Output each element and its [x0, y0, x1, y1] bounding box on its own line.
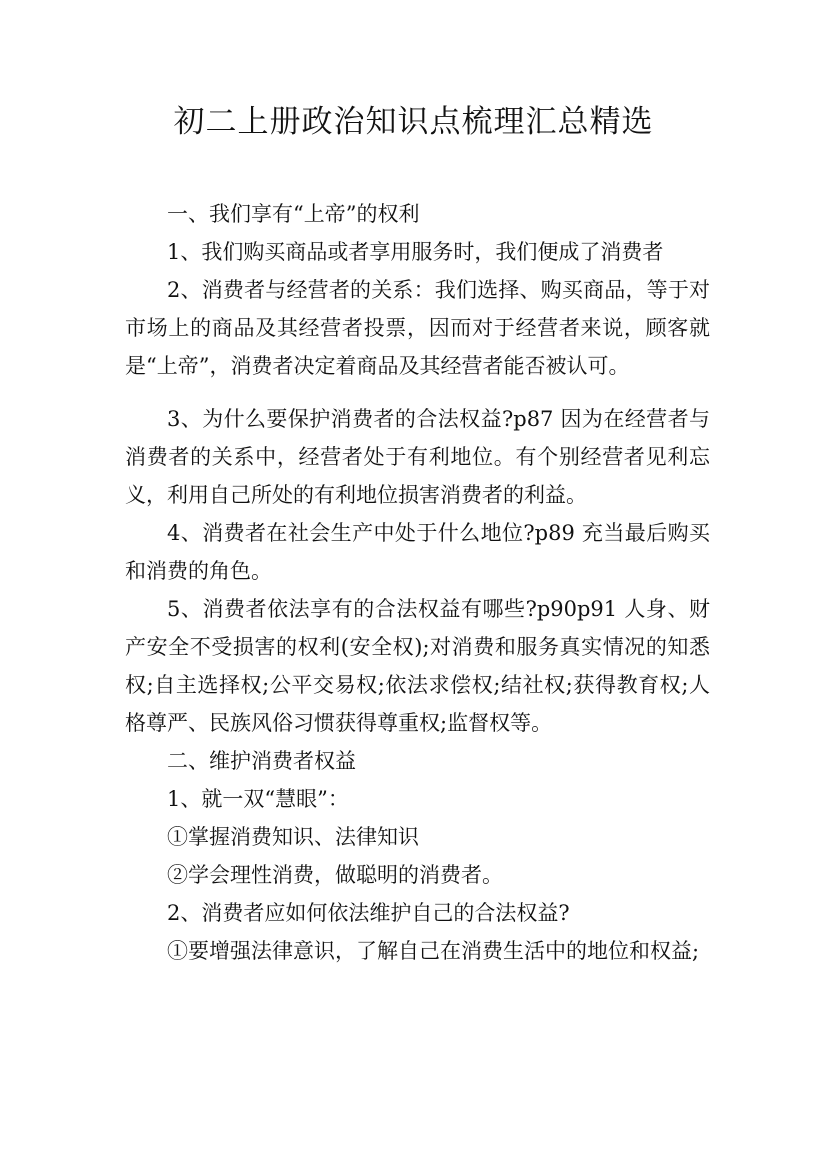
document-title: 初二上册政治知识点梳理汇总精选 — [173, 104, 654, 140]
paragraph-1-5: 5、消费者依法享有的合法权益有哪些?p90p91 人身、财产安全不受损害的权利(安全权);对消费和服务真实情况的知悉权;自主选择权;公平交易权;依法求偿权;结社权;获得教育权;人格尊严、民族风俗习惯获得尊重权;监督权等。 — [125, 597, 710, 735]
paragraph-2-1-b: ②学会理性消费，做聪明的消费者。 — [167, 863, 503, 887]
paragraph-1-4: 4、消费者在社会生产中处于什么地位?p89 充当最后购买和消费的角色。 — [125, 521, 710, 583]
paragraph-1-1: 1、我们购买商品或者享用服务时，我们便成了消费者 — [167, 240, 664, 264]
paragraph-1-2: 2、消费者与经营者的关系：我们选择、购买商品，等于对市场上的商品及其经营者投票，因而对于经营者来说，顾客就是“上帝”，消费者决定着商品及其经营者能否被认可。 — [125, 278, 710, 378]
paragraph-2-1: 1、就一双“慧眼”： — [167, 787, 349, 811]
paragraph-2-2: 2、消费者应如何依法维护自己的合法权益? — [167, 901, 570, 925]
paragraph-heading-1: 一、我们享有“上帝”的权利 — [167, 202, 420, 226]
paragraph-1-3: 3、为什么要保护消费者的合法权益?p87 因为在经营者与消费者的关系中，经营者处于有利地位。有个别经营者见利忘义，利用自己所处的有利地位损害消费者的利益。 — [125, 407, 710, 507]
paragraph-2-2-a: ①要增强法律意识，了解自己在消费生活中的地位和权益; — [167, 939, 700, 963]
paragraph-heading-2: 二、维护消费者权益 — [167, 749, 356, 773]
paragraph-2-1-a: ①掌握消费知识、法律知识 — [167, 825, 419, 849]
document-body — [125, 195, 710, 970]
